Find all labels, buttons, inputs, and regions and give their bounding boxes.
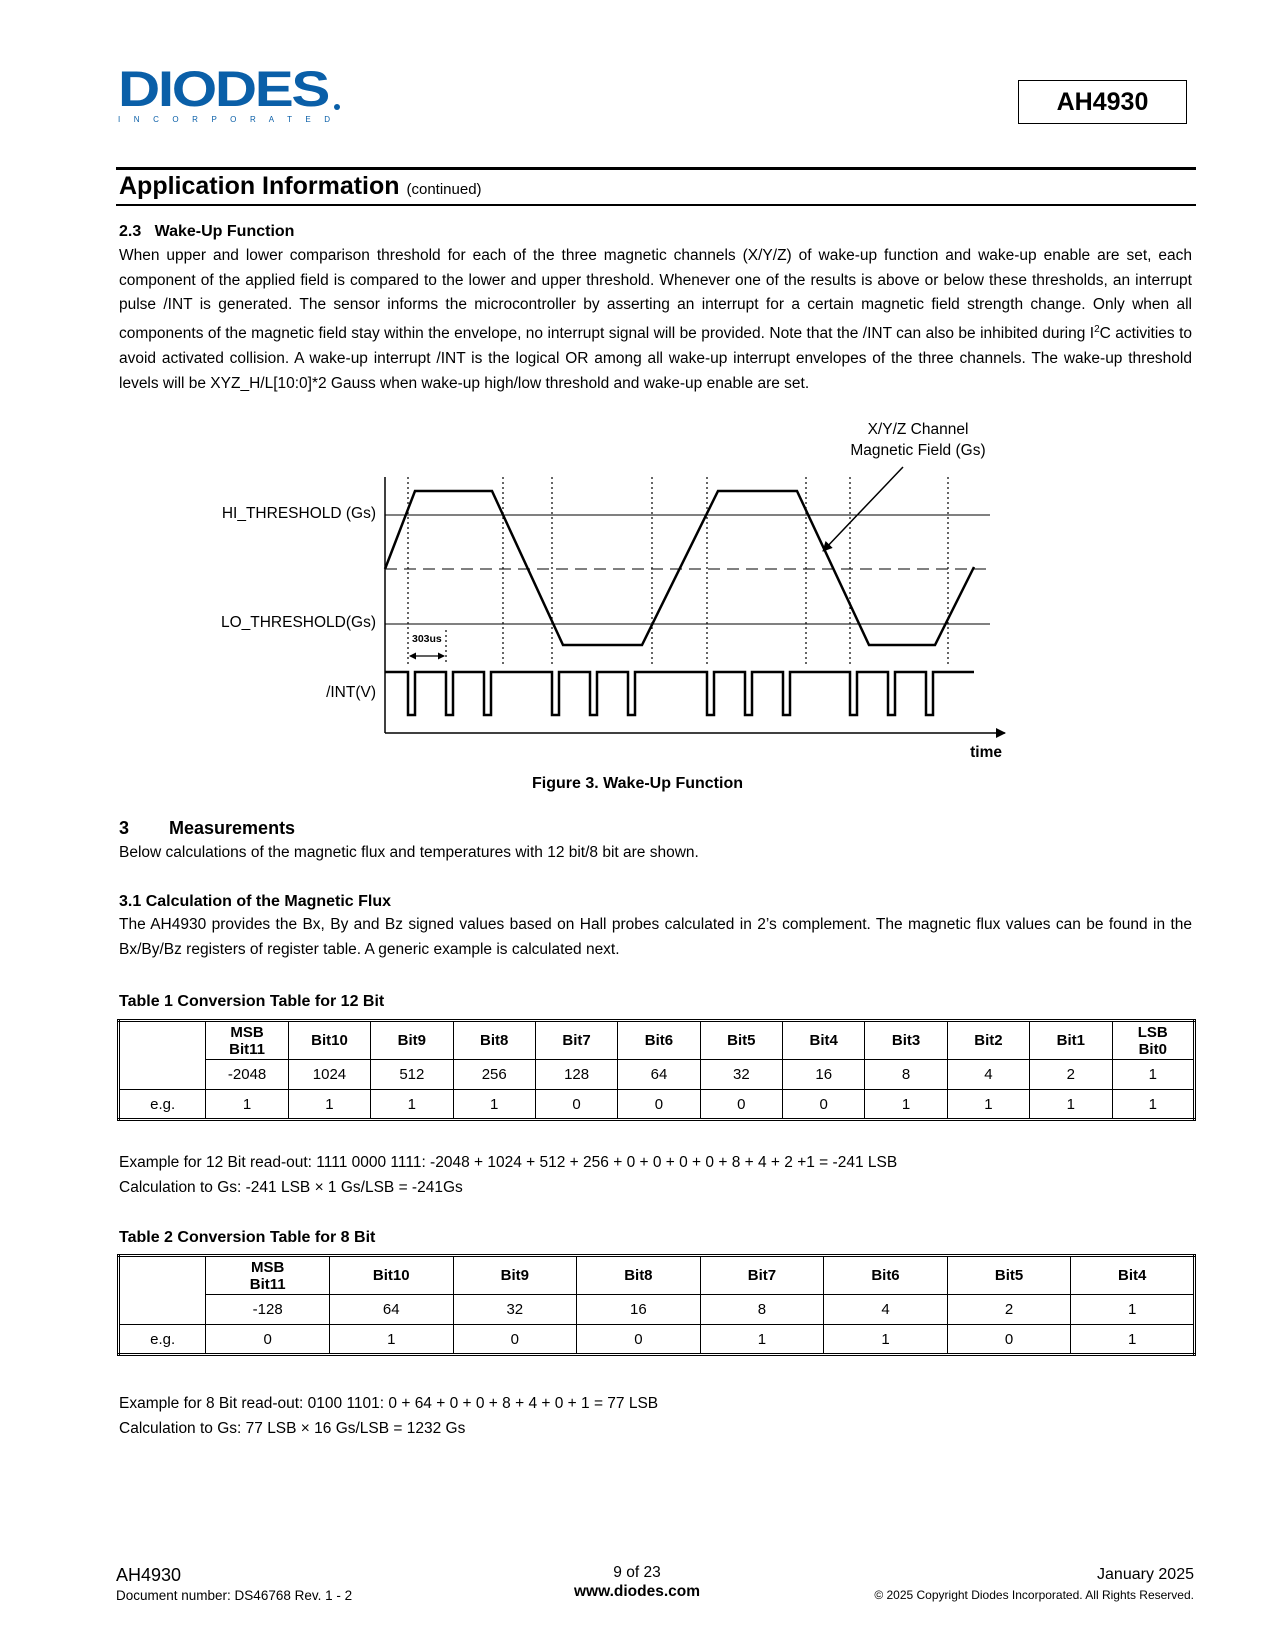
diodes-logo (118, 62, 348, 132)
flux-heading: 3.1 Calculation of the Magnetic Flux (119, 893, 392, 910)
section-title-text: Application Information (119, 172, 400, 200)
table2-weight-cell: -128 (206, 1295, 330, 1325)
table2-eg-cell: 1 (824, 1325, 948, 1355)
logo-subtext: I N C O R P O R A T E D (118, 115, 331, 124)
measurements-intro: Below calculations of the magnetic flux and temperatures with 12 bit/8 bit are shown. (119, 844, 699, 861)
wake-paragraph-part2: C activities to avoid activated collision. A wake-up interrupt /INT is the logical OR among all wake-up interrupt envelopes of the three channels. The wake-up threshold levels will be XYZ_H/L[10:0]*2 Gauss when wake-up high/low threshold and wake-up enable are set. (119, 325, 1193, 392)
int-pulse-train (385, 672, 974, 715)
table2-example-text: Example for 8 Bit read-out: 0100 1101: 0 + 64 + 0 + 0 + 8 + 4 + 0 + 1 = 77 LSB (119, 1395, 659, 1412)
table1-eg-label: e.g. (119, 1090, 206, 1120)
table2-weight-cell: 2 (947, 1295, 1071, 1325)
table1-eg-cell: 1 (1030, 1090, 1112, 1120)
table1-weight-cell: 128 (535, 1060, 617, 1090)
table1-calc-text: Calculation to Gs: -241 LSB × 1 Gs/LSB = -241Gs (119, 1179, 463, 1196)
table2-example-row (119, 1325, 1195, 1355)
figure-caption: Figure 3. Wake-Up Function (532, 775, 743, 792)
table2-header-row (119, 1256, 1195, 1295)
table1-header-row (119, 1021, 1195, 1060)
wake-heading-title: Wake-Up Function (154, 223, 295, 240)
table1-weight-cell: 32 (700, 1060, 782, 1090)
table2-title: Table 2 Conversion Table for 8 Bit (119, 1229, 376, 1246)
table2-weight-cell: 1 (1071, 1295, 1195, 1325)
hi-threshold-label: HI_THRESHOLD (Gs) (221, 505, 376, 522)
table2-header-cell: Bit5 (947, 1256, 1071, 1295)
table2-calc-text: Calculation to Gs: 77 LSB × 16 Gs/LSB = 1232 Gs (119, 1420, 466, 1437)
footer-copyright: © 2025 Copyright Diodes Incorporated. All Rights Reserved. (874, 1588, 1194, 1602)
table2-header-cell: Bit10 (329, 1256, 453, 1295)
table2-header-cell: Bit6 (824, 1256, 948, 1295)
table2-weight-cell: 4 (824, 1295, 948, 1325)
channel-label-line1: X/Y/Z Channel (867, 421, 969, 438)
measurements-heading (119, 818, 295, 839)
period-label: 303us (412, 633, 442, 645)
section-rule-bottom (116, 204, 1196, 206)
table2-eg-cell: 0 (453, 1325, 577, 1355)
table1-eg-cell: 1 (865, 1090, 947, 1120)
table2-corner-cell (119, 1256, 206, 1325)
table1-header-cell: Bit1 (1030, 1021, 1112, 1060)
table1-weight-cell: -2048 (206, 1060, 288, 1090)
table1-eg-cell: 1 (453, 1090, 535, 1120)
table2-header-cell: Bit7 (700, 1256, 824, 1295)
int-label: /INT(V) (326, 684, 376, 701)
table2-conversion-8bit (117, 1254, 1196, 1356)
table2-eg-cell: 0 (206, 1325, 330, 1355)
table1-title: Table 1 Conversion Table for 12 Bit (119, 993, 385, 1010)
table2-header-cell: Bit4 (1071, 1256, 1195, 1295)
footer-date: January 2025 (1097, 1566, 1194, 1583)
table2-eg-cell: 1 (1071, 1325, 1195, 1355)
table1-weight-cell: 2 (1030, 1060, 1112, 1090)
table1-header-cell: Bit7 (535, 1021, 617, 1060)
channel-label-line2: Magnetic Field (Gs) (850, 442, 986, 459)
table1-eg-cell: 0 (783, 1090, 865, 1120)
table1-eg-cell: 0 (700, 1090, 782, 1120)
table2-eg-cell: 0 (947, 1325, 1071, 1355)
flux-paragraph: The AH4930 provides the Bx, By and Bz signed values based on Hall probes calculated in 2’s complement. The magnetic flux values can be found in the Bx/By/Bz registers of register table. A generic example is calculated next. (119, 916, 1192, 958)
wake-paragraph-part1: When upper and lower comparison threshold for each of the three magnetic channels (X/Y/Z) of wake-up function and wake-up enable are set, each component of the applied field is compared to the lower and upper threshold. Whenever one of the results is above or below these thresholds, an interrupt pulse /INT is generated. The sensor informs the microcontroller by asserting an interrupt for a certain magnetic field strength change. Only when all components of the magnetic field stay within the envelope, no interrupt signal will be provided. Note that the /INT can also be inhibited during I (119, 247, 1192, 343)
table1-eg-cell: 1 (371, 1090, 453, 1120)
table1-eg-cell: 0 (535, 1090, 617, 1120)
wake-paragraph (119, 244, 1192, 396)
table1-msb-header: MSB Bit11 (206, 1021, 288, 1060)
registered-mark-icon (334, 104, 340, 110)
section-rule-top (116, 167, 1196, 170)
table1-example-row (119, 1090, 1195, 1120)
table2-weight-cell: 64 (329, 1295, 453, 1325)
wake-heading-num: 2.3 (119, 223, 142, 240)
table2-weight-cell: 8 (700, 1295, 824, 1325)
table1-eg-cell: 0 (618, 1090, 700, 1120)
table1-example-text: Example for 12 Bit read-out: 1111 0000 1111: -2048 + 1024 + 512 + 256 + 0 + 0 + 0 + 0 + 8 + 4 + 2 +1 = -241 LSB (119, 1154, 898, 1171)
table2-eg-cell: 1 (329, 1325, 453, 1355)
time-label: time (970, 744, 1002, 761)
table1-weight-cell: 512 (371, 1060, 453, 1090)
table1-eg-cell: 1 (947, 1090, 1029, 1120)
table1-eg-cell: 1 (1112, 1090, 1194, 1120)
table2-weight-row (119, 1295, 1195, 1325)
table1-header-cell: Bit9 (371, 1021, 453, 1060)
table1-conversion-12bit (117, 1019, 1196, 1121)
table1-header-cell: Bit3 (865, 1021, 947, 1060)
measurements-title: Measurements (169, 818, 296, 838)
table2-header-cell: Bit8 (577, 1256, 701, 1295)
table2-weight-cell: 16 (577, 1295, 701, 1325)
table1-weight-cell: 64 (618, 1060, 700, 1090)
table1-eg-cell: 1 (288, 1090, 370, 1120)
table1-weight-row (119, 1060, 1195, 1090)
table1-eg-cell: 1 (206, 1090, 288, 1120)
section-continued: (continued) (406, 181, 482, 198)
table1-header-cell: Bit2 (947, 1021, 1029, 1060)
channel-pointer-arrow (823, 467, 903, 551)
table1-header-cell: Bit8 (453, 1021, 535, 1060)
part-number-box: AH4930 (1018, 80, 1187, 124)
wake-sup: 2 (1094, 324, 1100, 336)
table1-weight-cell: 256 (453, 1060, 535, 1090)
section-title (119, 172, 482, 201)
footer-website-link[interactable]: www.diodes.com (573, 1583, 701, 1600)
table1-header-cell: Bit6 (618, 1021, 700, 1060)
table1-weight-cell: 8 (865, 1060, 947, 1090)
wake-up-timing-diagram (200, 420, 1020, 765)
footer-page: 9 of 23 (613, 1564, 661, 1581)
lo-threshold-label: LO_THRESHOLD(Gs) (220, 614, 376, 631)
measurements-num: 3 (119, 818, 130, 838)
magnetic-field-waveform (385, 491, 974, 645)
table1-header-cell: Bit4 (783, 1021, 865, 1060)
table1-header-cell: Bit10 (288, 1021, 370, 1060)
table2-msb-header: MSB Bit11 (206, 1256, 330, 1295)
table2-eg-cell: 1 (700, 1325, 824, 1355)
table1-weight-cell: 1024 (288, 1060, 370, 1090)
footer-docnum: Document number: DS46768 Rev. 1 - 2 (116, 1588, 353, 1603)
table1-header-cell: Bit5 (700, 1021, 782, 1060)
table1-weight-cell: 1 (1112, 1060, 1194, 1090)
table1-weight-cell: 16 (783, 1060, 865, 1090)
table2-eg-label: e.g. (119, 1325, 206, 1355)
table2-header-cell: Bit9 (453, 1256, 577, 1295)
logo-text: DIODES (118, 62, 329, 117)
table2-eg-cell: 0 (577, 1325, 701, 1355)
footer-part: AH4930 (116, 1565, 182, 1585)
table1-lsb-header: LSB Bit0 (1112, 1021, 1194, 1060)
table1-corner-cell (119, 1021, 206, 1090)
wake-heading (119, 223, 294, 241)
table1-weight-cell: 4 (947, 1060, 1029, 1090)
table2-weight-cell: 32 (453, 1295, 577, 1325)
